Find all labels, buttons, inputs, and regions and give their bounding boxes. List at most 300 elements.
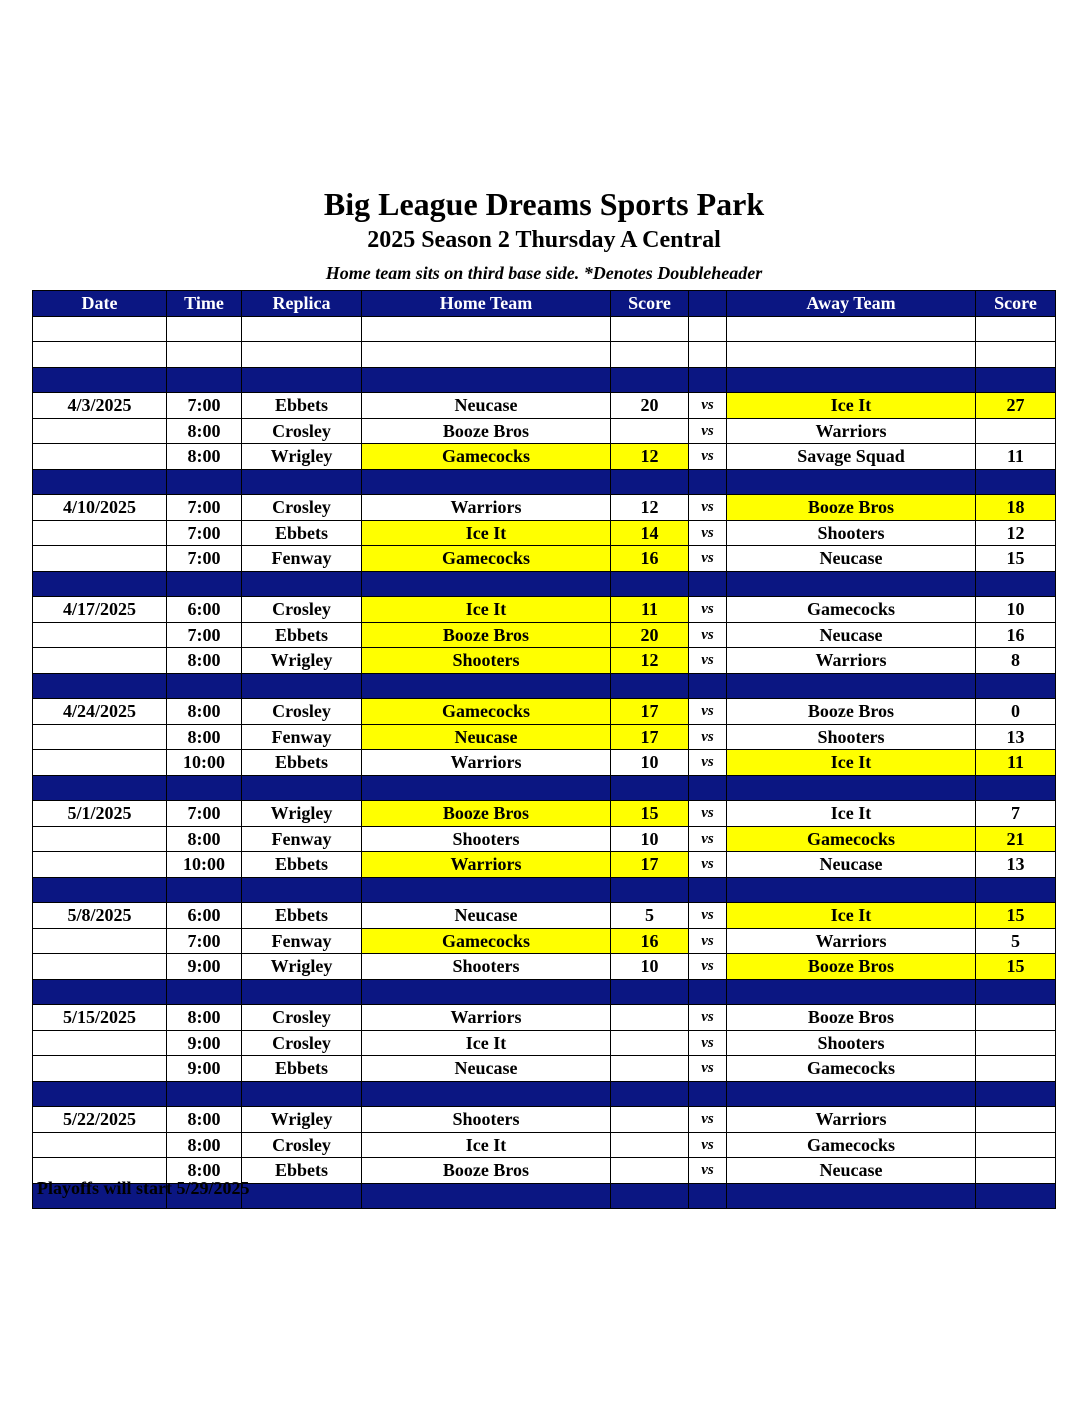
col-replica-header: Replica (242, 291, 362, 317)
date-cell (33, 520, 167, 546)
time-cell: 9:00 (167, 1056, 242, 1082)
away-team-cell: Gamecocks (727, 597, 976, 623)
home-score-cell (611, 1056, 689, 1082)
separator-cell (167, 775, 242, 801)
away-score-cell: 12 (976, 520, 1056, 546)
home-score-cell: 17 (611, 699, 689, 725)
replica-cell: Fenway (242, 546, 362, 572)
home-score-cell: 12 (611, 648, 689, 674)
time-cell: 8:00 (167, 1107, 242, 1133)
separator-cell (33, 673, 167, 699)
vs-cell: vs (689, 1030, 727, 1056)
away-team-cell: Neucase (727, 1158, 976, 1184)
separator-row (33, 979, 1056, 1005)
separator-cell (167, 673, 242, 699)
vs-cell: vs (689, 954, 727, 980)
separator-cell (33, 367, 167, 393)
away-team-cell: Booze Bros (727, 495, 976, 521)
date-cell (33, 1056, 167, 1082)
home-score-cell: 10 (611, 954, 689, 980)
game-row (33, 852, 1056, 878)
vs-cell: vs (689, 903, 727, 929)
home-score-cell: 16 (611, 546, 689, 572)
home-score-cell: 10 (611, 826, 689, 852)
separator-cell (611, 367, 689, 393)
separator-row (33, 1081, 1056, 1107)
separator-cell (727, 1081, 976, 1107)
home-team-cell: Neucase (362, 393, 611, 419)
vs-cell: vs (689, 1132, 727, 1158)
blank-cell (976, 342, 1056, 368)
game-row (33, 622, 1056, 648)
replica-cell: Ebbets (242, 750, 362, 776)
vs-cell: vs (689, 699, 727, 725)
game-row (33, 597, 1056, 623)
blank-cell (727, 316, 976, 342)
blank-cell (689, 342, 727, 368)
separator-cell (362, 979, 611, 1005)
game-row (33, 826, 1056, 852)
replica-cell: Wrigley (242, 954, 362, 980)
home-team-cell: Warriors (362, 750, 611, 776)
home-score-cell (611, 1005, 689, 1031)
away-team-cell: Booze Bros (727, 1005, 976, 1031)
separator-cell (689, 979, 727, 1005)
time-cell: 9:00 (167, 954, 242, 980)
away-score-cell: 13 (976, 852, 1056, 878)
separator-cell (727, 1183, 976, 1209)
blank-cell (33, 342, 167, 368)
date-cell: 5/1/2025 (33, 801, 167, 827)
time-cell: 8:00 (167, 724, 242, 750)
away-score-cell: 7 (976, 801, 1056, 827)
schedule-table (32, 290, 1056, 1209)
home-score-cell (611, 418, 689, 444)
away-score-cell (976, 418, 1056, 444)
vs-cell: vs (689, 1056, 727, 1082)
game-row (33, 1005, 1056, 1031)
separator-cell (689, 775, 727, 801)
separator-cell (242, 775, 362, 801)
separator-row (33, 775, 1056, 801)
separator-cell (689, 673, 727, 699)
separator-cell (611, 1081, 689, 1107)
separator-cell (167, 469, 242, 495)
separator-cell (976, 1183, 1056, 1209)
home-team-cell: Gamecocks (362, 928, 611, 954)
home-team-cell: Shooters (362, 826, 611, 852)
separator-cell (727, 673, 976, 699)
page-subtitle: 2025 Season 2 Thursday A Central (367, 227, 721, 253)
replica-cell: Ebbets (242, 1158, 362, 1184)
home-score-cell (611, 1107, 689, 1133)
time-cell: 8:00 (167, 1132, 242, 1158)
away-team-cell: Shooters (727, 1030, 976, 1056)
home-team-cell: Gamecocks (362, 546, 611, 572)
away-score-cell (976, 1030, 1056, 1056)
blank-cell (976, 316, 1056, 342)
date-cell (33, 546, 167, 572)
blank-cell (611, 316, 689, 342)
away-score-cell (976, 1132, 1056, 1158)
home-score-cell: 20 (611, 393, 689, 419)
separator-cell (33, 571, 167, 597)
away-score-cell: 11 (976, 444, 1056, 470)
home-score-cell: 12 (611, 444, 689, 470)
separator-cell (362, 469, 611, 495)
replica-cell: Crosley (242, 699, 362, 725)
home-score-cell: 20 (611, 622, 689, 648)
separator-cell (976, 367, 1056, 393)
away-team-cell: Warriors (727, 418, 976, 444)
separator-cell (362, 775, 611, 801)
date-cell (33, 1030, 167, 1056)
time-cell: 7:00 (167, 495, 242, 521)
time-cell: 10:00 (167, 852, 242, 878)
replica-cell: Crosley (242, 495, 362, 521)
separator-cell (362, 367, 611, 393)
replica-cell: Fenway (242, 724, 362, 750)
away-score-cell: 15 (976, 954, 1056, 980)
away-score-cell: 16 (976, 622, 1056, 648)
blank-row (33, 342, 1056, 368)
away-score-cell: 10 (976, 597, 1056, 623)
game-row (33, 418, 1056, 444)
separator-cell (689, 469, 727, 495)
blank-cell (167, 342, 242, 368)
playoffs-note: Playoffs will start 5/29/2025 (37, 1178, 250, 1198)
separator-cell (727, 979, 976, 1005)
away-score-cell: 15 (976, 903, 1056, 929)
home-score-cell: 17 (611, 724, 689, 750)
blank-cell (727, 342, 976, 368)
separator-cell (689, 571, 727, 597)
time-cell: 6:00 (167, 597, 242, 623)
vs-cell: vs (689, 826, 727, 852)
date-cell: 4/10/2025 (33, 495, 167, 521)
date-cell (33, 622, 167, 648)
date-cell: 4/3/2025 (33, 393, 167, 419)
away-score-cell (976, 1005, 1056, 1031)
date-cell: 5/15/2025 (33, 1005, 167, 1031)
game-row (33, 1056, 1056, 1082)
separator-cell (242, 1081, 362, 1107)
home-score-cell: 10 (611, 750, 689, 776)
replica-cell: Ebbets (242, 903, 362, 929)
time-cell: 8:00 (167, 418, 242, 444)
home-team-cell: Neucase (362, 903, 611, 929)
separator-cell (976, 469, 1056, 495)
col-away-team-header: Away Team (727, 291, 976, 317)
separator-cell (242, 469, 362, 495)
date-cell (33, 648, 167, 674)
time-cell: 9:00 (167, 1030, 242, 1056)
time-cell: 7:00 (167, 801, 242, 827)
separator-cell (689, 367, 727, 393)
game-row (33, 1107, 1056, 1133)
date-cell (33, 418, 167, 444)
blank-cell (362, 342, 611, 368)
away-team-cell: Booze Bros (727, 954, 976, 980)
replica-cell: Ebbets (242, 520, 362, 546)
home-team-cell: Booze Bros (362, 418, 611, 444)
separator-cell (611, 775, 689, 801)
separator-cell (727, 367, 976, 393)
col-home-score-header: Score (611, 291, 689, 317)
replica-cell: Crosley (242, 418, 362, 444)
separator-cell (362, 1081, 611, 1107)
time-cell: 6:00 (167, 903, 242, 929)
home-team-cell: Gamecocks (362, 444, 611, 470)
vs-cell: vs (689, 750, 727, 776)
vs-cell: vs (689, 597, 727, 623)
vs-cell: vs (689, 495, 727, 521)
separator-cell (362, 571, 611, 597)
date-cell (33, 954, 167, 980)
home-team-cell: Ice It (362, 1132, 611, 1158)
separator-row (33, 367, 1056, 393)
game-row (33, 750, 1056, 776)
away-score-cell: 21 (976, 826, 1056, 852)
home-team-cell: Ice It (362, 1030, 611, 1056)
replica-cell: Wrigley (242, 648, 362, 674)
home-score-cell: 12 (611, 495, 689, 521)
home-score-cell: 15 (611, 801, 689, 827)
blank-cell (167, 316, 242, 342)
separator-cell (167, 877, 242, 903)
replica-cell: Ebbets (242, 622, 362, 648)
game-row (33, 699, 1056, 725)
date-cell (33, 852, 167, 878)
separator-cell (611, 1183, 689, 1209)
separator-cell (242, 1183, 362, 1209)
separator-cell (976, 1081, 1056, 1107)
away-team-cell: Ice It (727, 903, 976, 929)
separator-cell (611, 571, 689, 597)
date-cell (33, 444, 167, 470)
away-score-cell: 15 (976, 546, 1056, 572)
separator-cell (33, 775, 167, 801)
vs-cell: vs (689, 724, 727, 750)
date-cell: 4/17/2025 (33, 597, 167, 623)
separator-cell (976, 877, 1056, 903)
away-team-cell: Gamecocks (727, 1132, 976, 1158)
vs-cell: vs (689, 1158, 727, 1184)
replica-cell: Fenway (242, 826, 362, 852)
replica-cell: Ebbets (242, 393, 362, 419)
home-team-cell: Warriors (362, 495, 611, 521)
away-score-cell: 11 (976, 750, 1056, 776)
time-cell: 8:00 (167, 826, 242, 852)
vs-cell: vs (689, 418, 727, 444)
home-team-cell: Shooters (362, 954, 611, 980)
game-row (33, 903, 1056, 929)
replica-cell: Crosley (242, 597, 362, 623)
time-cell: 7:00 (167, 546, 242, 572)
home-team-cell: Warriors (362, 1005, 611, 1031)
separator-cell (362, 877, 611, 903)
game-row (33, 648, 1056, 674)
blank-cell (689, 316, 727, 342)
separator-cell (362, 1183, 611, 1209)
home-score-cell (611, 1132, 689, 1158)
replica-cell: Wrigley (242, 1107, 362, 1133)
replica-cell: Wrigley (242, 444, 362, 470)
away-team-cell: Shooters (727, 724, 976, 750)
game-row (33, 954, 1056, 980)
game-row (33, 724, 1056, 750)
separator-cell (242, 877, 362, 903)
vs-cell: vs (689, 801, 727, 827)
separator-cell (611, 979, 689, 1005)
separator-cell (167, 1081, 242, 1107)
away-team-cell: Neucase (727, 852, 976, 878)
away-team-cell: Booze Bros (727, 699, 976, 725)
time-cell: 7:00 (167, 393, 242, 419)
away-score-cell (976, 1056, 1056, 1082)
date-cell (33, 928, 167, 954)
separator-cell (976, 673, 1056, 699)
home-team-cell: Neucase (362, 724, 611, 750)
home-team-cell: Ice It (362, 520, 611, 546)
schedule-note: Home team sits on third base side. *Denotes Doubleheader (325, 263, 763, 283)
separator-cell (242, 571, 362, 597)
game-row (33, 444, 1056, 470)
separator-cell (242, 979, 362, 1005)
time-cell: 7:00 (167, 928, 242, 954)
blank-cell (611, 342, 689, 368)
blank-cell (362, 316, 611, 342)
vs-cell: vs (689, 393, 727, 419)
away-score-cell (976, 1107, 1056, 1133)
separator-cell (727, 775, 976, 801)
home-team-cell: Ice It (362, 597, 611, 623)
separator-cell (689, 877, 727, 903)
separator-cell (242, 367, 362, 393)
home-score-cell (611, 1030, 689, 1056)
game-row (33, 928, 1056, 954)
game-row (33, 520, 1056, 546)
separator-cell (167, 571, 242, 597)
game-row (33, 1132, 1056, 1158)
time-cell: 7:00 (167, 622, 242, 648)
date-cell: 5/22/2025 (33, 1107, 167, 1133)
separator-cell (167, 979, 242, 1005)
game-row (33, 495, 1056, 521)
away-score-cell: 5 (976, 928, 1056, 954)
blank-cell (242, 316, 362, 342)
separator-cell (976, 571, 1056, 597)
col-home-team-header: Home Team (362, 291, 611, 317)
separator-cell (33, 1081, 167, 1107)
separator-cell (727, 571, 976, 597)
date-cell (33, 1132, 167, 1158)
separator-cell (689, 1183, 727, 1209)
time-cell: 8:00 (167, 1158, 242, 1184)
vs-cell: vs (689, 546, 727, 572)
separator-cell (33, 877, 167, 903)
time-cell: 7:00 (167, 520, 242, 546)
away-team-cell: Gamecocks (727, 1056, 976, 1082)
date-cell: 5/8/2025 (33, 903, 167, 929)
home-score-cell: 5 (611, 903, 689, 929)
date-cell (33, 826, 167, 852)
home-team-cell: Shooters (362, 1107, 611, 1133)
game-row (33, 546, 1056, 572)
separator-row (33, 571, 1056, 597)
time-cell: 8:00 (167, 648, 242, 674)
separator-cell (727, 877, 976, 903)
separator-cell (611, 469, 689, 495)
col-away-score-header: Score (976, 291, 1056, 317)
separator-cell (167, 367, 242, 393)
vs-cell: vs (689, 520, 727, 546)
replica-cell: Crosley (242, 1005, 362, 1031)
replica-cell: Ebbets (242, 1056, 362, 1082)
home-score-cell: 11 (611, 597, 689, 623)
game-row (33, 393, 1056, 419)
away-score-cell (976, 1158, 1056, 1184)
separator-cell (727, 469, 976, 495)
vs-cell: vs (689, 1107, 727, 1133)
away-team-cell: Warriors (727, 928, 976, 954)
away-team-cell: Warriors (727, 1107, 976, 1133)
page-title: Big League Dreams Sports Park (323, 186, 765, 222)
separator-cell (33, 469, 167, 495)
vs-cell: vs (689, 1005, 727, 1031)
away-team-cell: Neucase (727, 622, 976, 648)
vs-cell: vs (689, 622, 727, 648)
date-cell (33, 750, 167, 776)
home-score-cell: 16 (611, 928, 689, 954)
table-header-row (33, 291, 1056, 317)
separator-cell (976, 775, 1056, 801)
col-time-header: Time (167, 291, 242, 317)
vs-cell: vs (689, 648, 727, 674)
away-team-cell: Shooters (727, 520, 976, 546)
separator-row (33, 877, 1056, 903)
blank-row (33, 316, 1056, 342)
away-team-cell: Gamecocks (727, 826, 976, 852)
replica-cell: Crosley (242, 1030, 362, 1056)
col-vs-header (689, 291, 727, 317)
vs-cell: vs (689, 852, 727, 878)
home-team-cell: Warriors (362, 852, 611, 878)
time-cell: 10:00 (167, 750, 242, 776)
home-team-cell: Booze Bros (362, 1158, 611, 1184)
replica-cell: Crosley (242, 1132, 362, 1158)
separator-cell (611, 877, 689, 903)
separator-cell (362, 673, 611, 699)
date-cell: 4/24/2025 (33, 699, 167, 725)
game-row (33, 801, 1056, 827)
separator-cell (689, 1081, 727, 1107)
separator-cell (976, 979, 1056, 1005)
date-cell (33, 724, 167, 750)
separator-row (33, 469, 1056, 495)
blank-cell (33, 316, 167, 342)
away-team-cell: Neucase (727, 546, 976, 572)
away-team-cell: Ice It (727, 801, 976, 827)
separator-row (33, 673, 1056, 699)
home-team-cell: Booze Bros (362, 801, 611, 827)
home-team-cell: Shooters (362, 648, 611, 674)
game-row (33, 1030, 1056, 1056)
separator-cell (242, 673, 362, 699)
away-team-cell: Savage Squad (727, 444, 976, 470)
col-date-header: Date (33, 291, 167, 317)
blank-cell (242, 342, 362, 368)
